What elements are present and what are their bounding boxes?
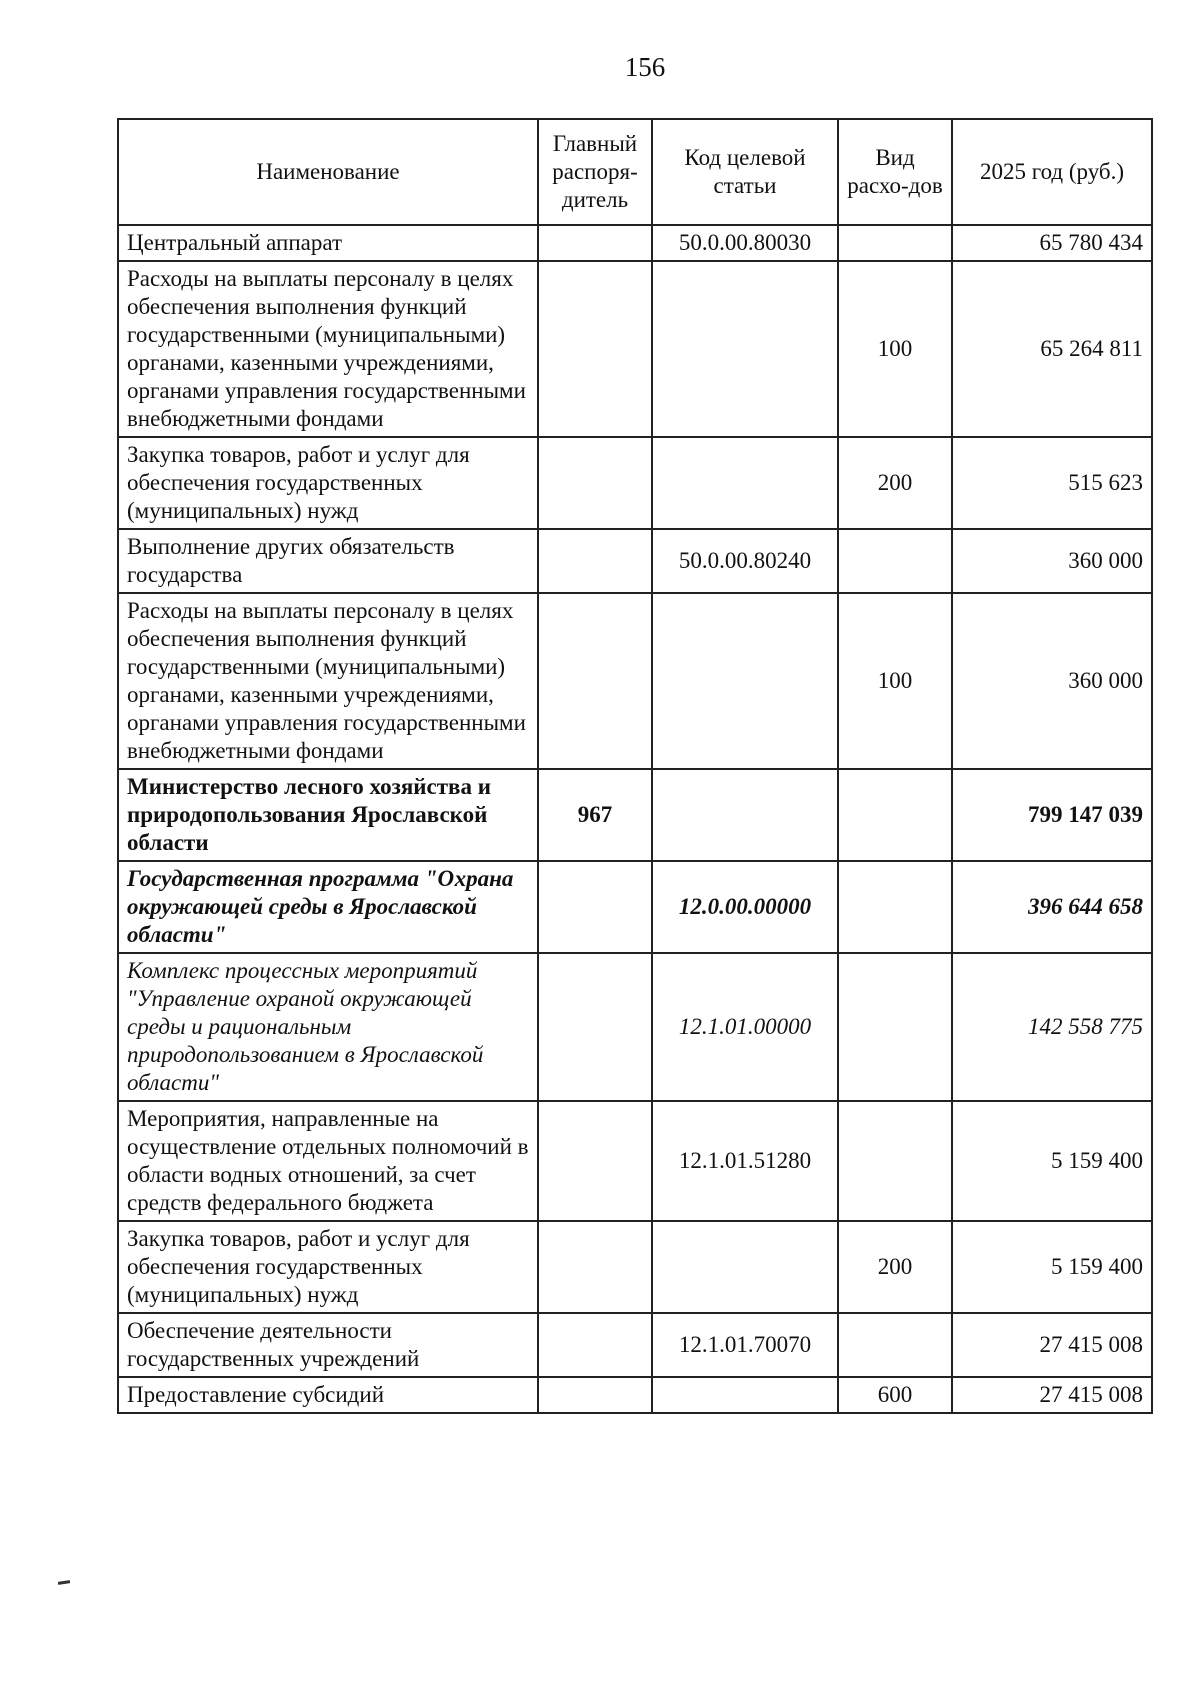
cell-amount: 27 415 008	[952, 1313, 1152, 1377]
cell-amount: 360 000	[952, 593, 1152, 769]
cell-type	[838, 861, 952, 953]
header-year: 2025 год (руб.)	[952, 119, 1152, 225]
cell-amount: 65 780 434	[952, 225, 1152, 261]
cell-code	[652, 261, 838, 437]
table-body	[118, 225, 1152, 1413]
header-admin: Главный распоря-дитель	[538, 119, 652, 225]
cell-code	[652, 593, 838, 769]
cell-amount: 396 644 658	[952, 861, 1152, 953]
cell-code: 50.0.00.80030	[652, 225, 838, 261]
cell-type	[838, 1313, 952, 1377]
cell-name: Центральный аппарат	[118, 225, 538, 261]
cell-admin	[538, 529, 652, 593]
cell-code: 12.0.00.00000	[652, 861, 838, 953]
cell-code	[652, 1377, 838, 1413]
table-row	[118, 769, 1152, 861]
cell-code	[652, 1221, 838, 1313]
cell-name: Закупка товаров, работ и услуг для обеспечения государственных (муниципальных) нужд	[118, 437, 538, 529]
cell-admin	[538, 1221, 652, 1313]
table-row	[118, 861, 1152, 953]
cell-code: 12.1.01.70070	[652, 1313, 838, 1377]
cell-type	[838, 953, 952, 1101]
cell-code: 50.0.00.80240	[652, 529, 838, 593]
table-row	[118, 1101, 1152, 1221]
table-row	[118, 437, 1152, 529]
cell-amount: 360 000	[952, 529, 1152, 593]
cell-admin	[538, 1313, 652, 1377]
cell-type: 100	[838, 593, 952, 769]
cell-type: 200	[838, 1221, 952, 1313]
cell-code: 12.1.01.51280	[652, 1101, 838, 1221]
cell-name: Обеспечение деятельности государственных учреждений	[118, 1313, 538, 1377]
cell-code	[652, 769, 838, 861]
cell-name: Государственная программа "Охрана окружающей среды в Ярославской области"	[118, 861, 538, 953]
cell-admin	[538, 437, 652, 529]
cell-admin	[538, 861, 652, 953]
cell-name: Закупка товаров, работ и услуг для обеспечения государственных (муниципальных) нужд	[118, 1221, 538, 1313]
cell-name: Выполнение других обязательств государства	[118, 529, 538, 593]
cell-name: Расходы на выплаты персоналу в целях обеспечения выполнения функций государственными (муниципальными) органами, казенными учреждениями, органами управления государственными внебюджетными фондами	[118, 593, 538, 769]
header-code: Код целевой статьи	[652, 119, 838, 225]
cell-admin	[538, 225, 652, 261]
cell-amount: 142 558 775	[952, 953, 1152, 1101]
cell-type	[838, 529, 952, 593]
scan-mark	[58, 1580, 70, 1585]
cell-admin	[538, 953, 652, 1101]
cell-amount: 799 147 039	[952, 769, 1152, 861]
cell-type: 600	[838, 1377, 952, 1413]
cell-admin: 967	[538, 769, 652, 861]
cell-amount: 5 159 400	[952, 1101, 1152, 1221]
table-row	[118, 529, 1152, 593]
cell-type	[838, 1101, 952, 1221]
budget-table	[117, 118, 1153, 1414]
cell-code	[652, 437, 838, 529]
cell-amount: 515 623	[952, 437, 1152, 529]
cell-name: Расходы на выплаты персоналу в целях обеспечения выполнения функций государственными (муниципальными) органами, казенными учреждениями, органами управления государственными внебюджетными фондами	[118, 261, 538, 437]
table-row	[118, 225, 1152, 261]
table-row	[118, 1221, 1152, 1313]
cell-name: Предоставление субсидий	[118, 1377, 538, 1413]
table-row	[118, 1377, 1152, 1413]
cell-name: Комплекс процессных мероприятий "Управление охраной окружающей среды и рациональным природопользованием в Ярославской области"	[118, 953, 538, 1101]
cell-name: Министерство лесного хозяйства и природопользования Ярославской области	[118, 769, 538, 861]
table-row	[118, 593, 1152, 769]
table-row	[118, 953, 1152, 1101]
cell-admin	[538, 261, 652, 437]
cell-type	[838, 225, 952, 261]
cell-admin	[538, 1377, 652, 1413]
cell-admin	[538, 1101, 652, 1221]
page-number: 156	[624, 52, 666, 82]
table-row	[118, 1313, 1152, 1377]
cell-amount: 65 264 811	[952, 261, 1152, 437]
cell-name: Мероприятия, направленные на осуществление отдельных полномочий в области водных отношений, за счет средств федерального бюджета	[118, 1101, 538, 1221]
cell-code: 12.1.01.00000	[652, 953, 838, 1101]
header-row	[118, 119, 1152, 225]
cell-type: 200	[838, 437, 952, 529]
cell-type	[838, 769, 952, 861]
cell-amount: 27 415 008	[952, 1377, 1152, 1413]
header-type: Вид расхо-дов	[838, 119, 952, 225]
header-name: Наименование	[118, 119, 538, 225]
cell-amount: 5 159 400	[952, 1221, 1152, 1313]
cell-type: 100	[838, 261, 952, 437]
table-row	[118, 261, 1152, 437]
cell-admin	[538, 593, 652, 769]
